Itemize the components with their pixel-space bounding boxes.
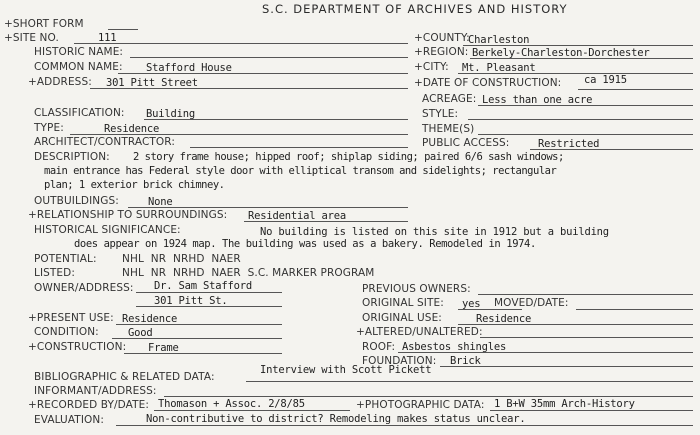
themes-line (478, 134, 693, 135)
type-value: Residence (104, 123, 160, 135)
style-line (468, 119, 693, 120)
photographic-data-label: +PHOTOGRAPHIC DATA: (356, 399, 485, 411)
short-form-line (108, 29, 138, 30)
bibliographic-line (246, 381, 693, 382)
roof-value: Asbestos shingles (402, 341, 507, 353)
short-form-label: +SHORT FORM (4, 18, 84, 30)
foundation-line (440, 366, 693, 367)
relationship-line (244, 221, 408, 222)
site-no-value: 111 (98, 32, 117, 44)
classification-line (144, 119, 408, 120)
outbuildings-label: OUTBUILDINGS: (34, 195, 119, 207)
themes-label: THEME(S) (422, 123, 475, 135)
historic-name-line (130, 57, 408, 58)
recorded-by-label: +RECORDED BY/DATE: (28, 399, 149, 411)
acreage-label: ACREAGE: (422, 93, 477, 105)
foundation-label: FOUNDATION: (362, 355, 437, 367)
city-value: Mt. Pleasant (462, 62, 536, 74)
city-label: +CITY: (414, 61, 449, 73)
style-label: STYLE: (422, 108, 459, 120)
common-name-line (118, 73, 408, 74)
evaluation-label: EVALUATION: (34, 414, 104, 426)
informant-line (164, 396, 693, 397)
relationship-value: Residential area (248, 210, 346, 222)
listed-options: NHL NR NRHD NAER S.C. MARKER PROGRAM (122, 267, 375, 279)
present-use-value: Residence (122, 313, 178, 325)
owner-name-value: Dr. Sam Stafford (154, 280, 252, 292)
bibliographic-value: Interview with Scott Pickett (260, 364, 432, 376)
address-value: 301 Pitt Street (106, 77, 198, 89)
foundation-value: Brick (450, 355, 481, 367)
owner-name-line (136, 292, 282, 293)
previous-owners-label: PREVIOUS OWNERS: (362, 283, 471, 295)
outbuildings-value: None (148, 196, 173, 208)
informant-label: INFORMANT/ADDRESS: (34, 385, 157, 397)
region-label: +REGION: (414, 46, 469, 58)
owner-address-label: OWNER/ADDRESS: (34, 282, 134, 294)
architect-line (190, 147, 408, 148)
date-of-construction-line (578, 89, 693, 90)
original-use-line (458, 324, 693, 325)
present-use-label: +PRESENT USE: (28, 312, 114, 324)
date-of-construction-label: +DATE OF CONSTRUCTION: (414, 77, 562, 89)
construction-line (124, 353, 282, 354)
original-site-value: yes (462, 298, 481, 310)
description-label: DESCRIPTION: (34, 151, 110, 163)
site-no-line (74, 43, 408, 44)
original-site-label: ORIGINAL SITE: (362, 297, 444, 309)
moved-date-line (576, 309, 693, 310)
acreage-line (478, 105, 693, 106)
date-of-construction-value: ca 1915 (584, 74, 627, 86)
county-label: +COUNTY: (414, 32, 470, 44)
recorded-by-line (154, 410, 350, 411)
historic-name-label: HISTORIC NAME: (34, 46, 124, 58)
address-label: +ADDRESS: (28, 76, 92, 88)
common-name-value: Stafford House (146, 62, 232, 74)
address-line (90, 88, 408, 89)
architect-label: ARCHITECT/CONTRACTOR: (34, 136, 175, 148)
outbuildings-line (128, 207, 408, 208)
historical-significance-line-2: does appear on 1924 map. The building was used as a bakery. Remodeled in 1974. (74, 238, 536, 250)
potential-options: NHL NR NRHD NAER (122, 253, 241, 265)
site-no-label: +SITE NO. (4, 32, 59, 44)
public-access-label: PUBLIC ACCESS: (422, 137, 510, 149)
construction-label: +CONSTRUCTION: (28, 341, 127, 353)
region-line (470, 58, 693, 59)
potential-label: POTENTIAL: (34, 253, 97, 265)
region-value: Berkely-Charleston-Dorchester (472, 47, 650, 59)
photographic-data-line (490, 410, 693, 411)
classification-value: Building (146, 108, 195, 120)
condition-line (112, 338, 282, 339)
condition-value: Good (128, 327, 153, 339)
original-use-value: Residence (476, 313, 532, 325)
condition-label: CONDITION: (34, 326, 99, 338)
original-site-line (458, 309, 522, 310)
listed-label: LISTED: (34, 267, 75, 279)
historical-significance-label: HISTORICAL SIGNIFICANCE: (34, 224, 181, 236)
type-label: TYPE: (34, 122, 64, 134)
relationship-label: +RELATIONSHIP TO SURROUNDINGS: (28, 209, 228, 221)
moved-date-label: MOVED/DATE: (494, 297, 569, 309)
acreage-value: Less than one acre (482, 94, 593, 106)
photographic-data-value: 1 B+W 35mm Arch-History (494, 398, 635, 410)
type-line (70, 134, 408, 135)
historical-significance-line-1: No building is listed on this site in 1912 but a building (260, 226, 609, 238)
public-access-value: Restricted (538, 138, 600, 150)
description-line-1: 2 story frame house; hipped roof; shiplap siding; paired 6/6 sash windows; (133, 151, 564, 163)
classification-label: CLASSIFICATION: (34, 107, 125, 119)
evaluation-value: Non-contributive to district? Remodeling makes status unclear. (146, 413, 526, 425)
department-header: S.C. DEPARTMENT OF ARCHIVES AND HISTORY (262, 2, 568, 16)
original-use-label: ORIGINAL USE: (362, 312, 442, 324)
description-line-2: main entrance has Federal style door with elliptical transom and sidelights; rectangular (44, 165, 557, 177)
bibliographic-label: BIBLIOGRAPHIC & RELATED DATA: (34, 371, 215, 383)
public-access-line (530, 149, 693, 150)
roof-label: ROOF: (362, 341, 396, 353)
altered-label: +ALTERED/UNALTERED: (356, 326, 483, 338)
roof-line (398, 352, 693, 353)
description-line-3: plan; 1 exterior brick chimney. (44, 179, 225, 191)
previous-owners-line (478, 294, 693, 295)
evaluation-line (116, 425, 693, 426)
construction-value: Frame (148, 342, 179, 354)
owner-address-value: 301 Pitt St. (154, 295, 228, 307)
altered-line (480, 337, 693, 338)
county-value: Charleston (468, 34, 530, 46)
present-use-line (116, 324, 282, 325)
owner-address-line (136, 306, 282, 307)
county-line (463, 45, 693, 46)
city-line (458, 73, 693, 74)
common-name-label: COMMON NAME: (34, 61, 123, 73)
recorded-by-value: Thomason + Assoc. 2/8/85 (158, 398, 305, 410)
